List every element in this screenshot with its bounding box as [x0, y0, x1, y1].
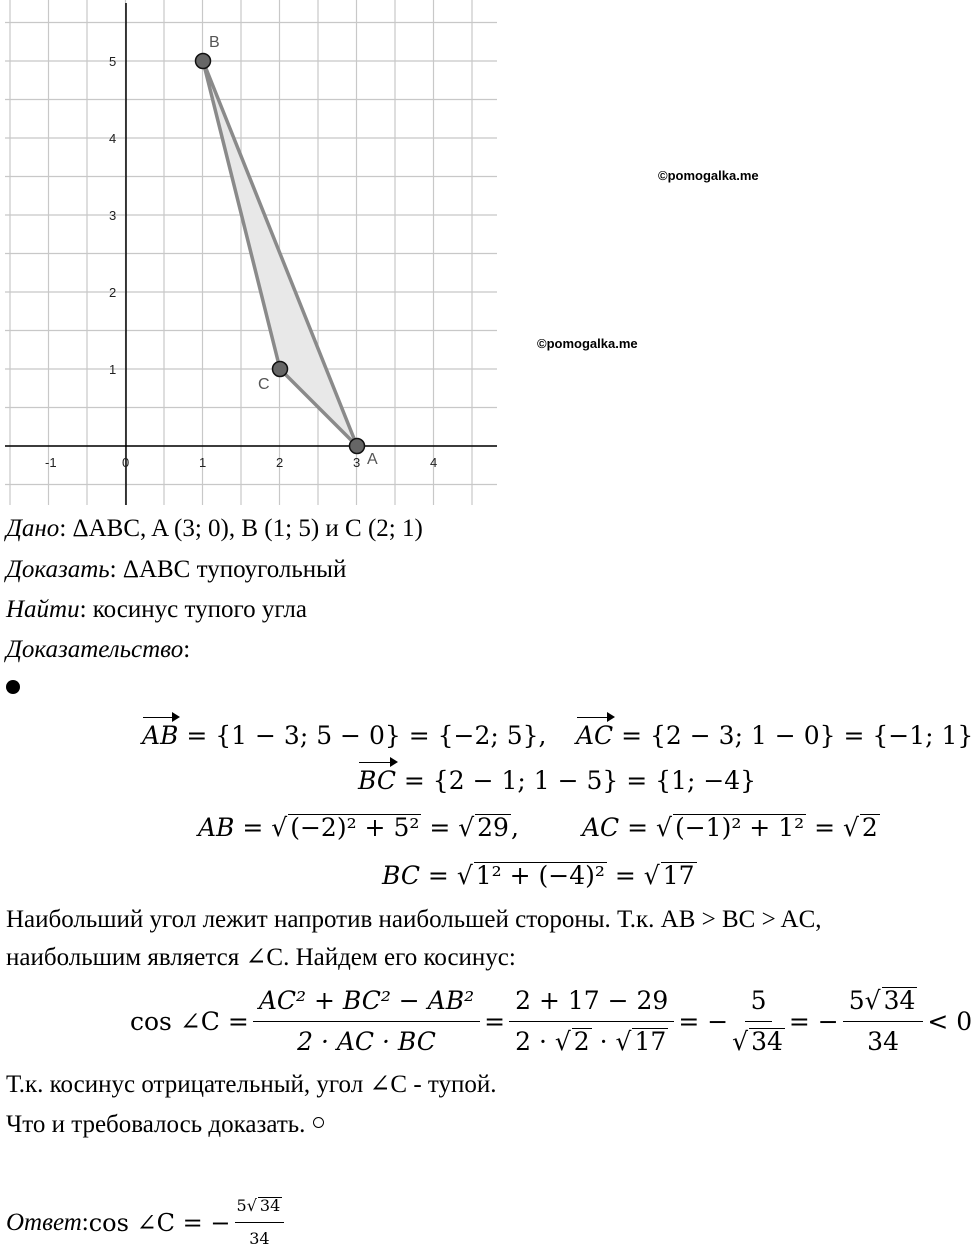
qed-text: Что и требовалось доказать.: [6, 1111, 306, 1138]
fraction-1-numerator: AC² + BC² − AB²: [253, 985, 480, 1022]
length-ac-lhs: AC =: [582, 813, 657, 842]
given-label: Дано: [6, 515, 60, 542]
equals-minus: = −: [788, 1006, 839, 1036]
vector-ab: AB: [142, 721, 179, 750]
prove-text: : ΔABC тупоугольный: [109, 556, 347, 583]
length-ac-eq: AC = √ (−1)² + 1² = √ 2: [582, 813, 878, 842]
point-label-c: C: [258, 376, 270, 393]
y-tick-label: 1: [109, 362, 117, 377]
y-tick-label: 5: [109, 54, 117, 69]
fraction-2: [509, 985, 674, 1058]
length-ac-result: 2: [861, 813, 878, 842]
point-a: [350, 439, 365, 454]
find-text: : косинус тупого угла: [79, 596, 307, 623]
answer-line: [6, 1196, 288, 1248]
fraction-1-denominator: 2 · AC · BC: [297, 1027, 436, 1056]
vector-ac-eq: [576, 720, 973, 752]
vector-bc-value: = {2 − 1; 1 − 5} = {1; −4}: [395, 766, 757, 795]
fraction-4: [843, 985, 924, 1058]
watermark: ©pomogalka.me: [537, 336, 638, 351]
answer-numerator: 5√ 34: [235, 1191, 285, 1223]
text-line-1: Наибольший угол лежит напротив наибольшей стороны. Т.к. AB > BC > AC,: [6, 906, 822, 933]
bullet: [6, 680, 20, 694]
fraction-2-den-root-2: 17: [634, 1027, 667, 1056]
length-bc-eq: BC = √ 1² + (−4)² = √ 17: [382, 861, 695, 890]
fraction-2-denominator: 2 · √ 2 · √ 17: [515, 1027, 667, 1056]
given-line: [6, 514, 423, 544]
y-tick-label: 4: [109, 131, 117, 146]
y-tick-label: 2: [109, 285, 117, 300]
vector-bc: BC: [358, 766, 396, 795]
text-line-3: Т.к. косинус отрицательный, угол ∠C - тупой.: [6, 1071, 497, 1098]
x-tick-label: -1: [45, 455, 57, 470]
coordinate-graph: [0, 0, 500, 510]
find-label: Найти: [6, 596, 80, 623]
point-b: [196, 54, 211, 69]
fraction-3-numerator: 5: [745, 985, 773, 1022]
cosine-formula: [130, 985, 972, 1058]
vector-ab-eq: [142, 720, 547, 752]
fraction-3-denominator: √ 34: [732, 1027, 783, 1056]
answer-label: Ответ: [6, 1208, 82, 1236]
vector-ac: AC: [576, 721, 614, 750]
length-bc-lhs: BC =: [382, 861, 457, 890]
point-label-b: B: [209, 34, 220, 51]
length-ab-lhs: AB =: [198, 813, 272, 842]
fraction-3-den-root: 34: [751, 1027, 783, 1056]
equals-sign: =: [484, 1006, 506, 1036]
find-line: [6, 595, 307, 625]
length-ac-eq-sign: =: [806, 813, 843, 842]
answer-denominator: 34: [249, 1229, 270, 1248]
length-ac-radicand: (−1)² + 1²: [674, 813, 805, 842]
fraction-1: [253, 985, 480, 1058]
equals-minus: = −: [678, 1006, 729, 1036]
prove-label: Доказать: [6, 556, 110, 583]
fraction-3: [732, 985, 785, 1058]
proof-label: Доказательство: [6, 636, 184, 663]
length-bc-eq-sign: =: [606, 861, 644, 890]
fraction-2-den-part: ·: [591, 1027, 616, 1056]
length-ab-radicand: (−2)² + 5²: [290, 813, 420, 842]
fraction-4-num-root: 34: [883, 986, 916, 1015]
length-bc-result: 17: [662, 861, 695, 890]
x-tick-label: 2: [276, 455, 284, 470]
text-line-2: наибольшим является ∠C. Найдем его косинус:: [6, 944, 516, 971]
fraction-4-num-coef: 5: [848, 986, 865, 1015]
prove-line: [6, 555, 346, 585]
answer-lhs: cos ∠C = −: [88, 1208, 231, 1237]
point-label-a: A: [367, 451, 378, 468]
length-ab-result: 29: [477, 813, 509, 842]
text-line-4: [6, 1110, 324, 1140]
answer-fraction: [235, 1191, 285, 1254]
fraction-4-numerator: 5√ 34: [843, 985, 924, 1022]
point-c: [273, 362, 288, 377]
answer-num-root: 34: [259, 1196, 281, 1215]
fraction-4-denominator: 34: [867, 1027, 899, 1056]
answer-num-coef: 5: [236, 1196, 247, 1215]
fraction-2-den-root-1: 2: [573, 1027, 590, 1056]
x-tick-label: 3: [353, 455, 361, 470]
vector-bc-eq: [358, 765, 756, 797]
fraction-2-den-part: 2 ·: [515, 1027, 555, 1056]
proof-text: :: [183, 636, 191, 663]
cosine-lhs: cos ∠C =: [130, 1006, 249, 1036]
given-text: : ΔABC, A (3; 0), B (1; 5) и C (2; 1): [59, 515, 423, 542]
length-ab-comma: ,: [510, 813, 519, 842]
vector-ab-value: = {1 − 3; 5 − 0} = {−2; 5},: [178, 721, 547, 750]
length-bc-radicand: 1² + (−4)²: [475, 861, 605, 890]
less-than-zero: < 0: [927, 1006, 973, 1036]
length-ab-eq-sign: =: [421, 813, 459, 842]
x-tick-label: 4: [430, 455, 438, 470]
vector-ac-value: = {2 − 3; 1 − 0} = {−1; 1}: [613, 721, 973, 750]
y-tick-label: 3: [109, 208, 117, 223]
proof-line: [6, 635, 190, 665]
length-ab-eq: AB = √ (−2)² + 5² = √ 29,: [198, 813, 519, 842]
answer-colon: :: [81, 1208, 89, 1236]
watermark: ©pomogalka.me: [658, 168, 759, 183]
qed-ring-icon: [313, 1117, 324, 1128]
x-tick-label: 0: [122, 455, 130, 470]
x-tick-label: 1: [199, 455, 207, 470]
fraction-2-numerator: 2 + 17 − 29: [509, 985, 674, 1022]
